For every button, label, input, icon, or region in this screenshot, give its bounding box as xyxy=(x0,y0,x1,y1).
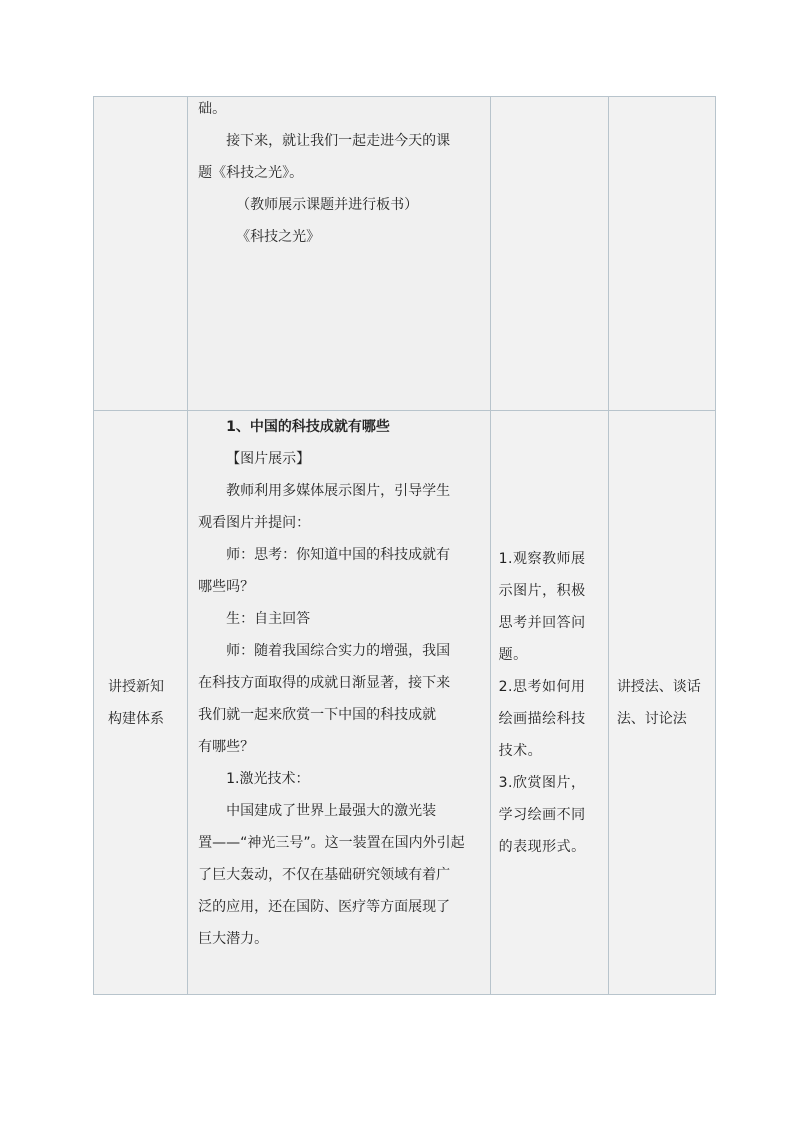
content-cell xyxy=(188,411,490,995)
content-line: 置——“神光三号”。这一装置在国内外引起 xyxy=(198,835,465,851)
stage-cell xyxy=(94,97,188,411)
activity-line: 示图片，积极 xyxy=(498,583,586,599)
content-line: 我们就一起来欣赏一下中国的科技成就 xyxy=(198,707,437,723)
activity-line: 的表现形式。 xyxy=(498,839,586,855)
content-line: 在科技方面取得的成就日渐显著，接下来 xyxy=(198,675,451,691)
table-row xyxy=(94,97,716,411)
content-line: 中国建成了世界上最强大的激光装 xyxy=(226,803,437,819)
activity-line: 学习绘画不同 xyxy=(498,807,586,823)
content-line: 【图片展示】 xyxy=(226,451,311,467)
activity-cell xyxy=(490,411,608,995)
content-line: 哪些吗？ xyxy=(198,579,255,595)
content-line: 础。 xyxy=(198,101,227,117)
activity-line: 绘画描绘科技 xyxy=(498,711,586,727)
table-row xyxy=(94,411,716,995)
content-line: 题《科技之光》。 xyxy=(198,165,304,181)
content-line: （教师展示课题并进行板书） xyxy=(236,197,419,213)
method-label: 法、讨论法 xyxy=(616,710,687,727)
activity-line: 3.欣赏图片， xyxy=(498,775,586,791)
content-line: 了巨大轰动，不仅在基础研究领域有着广 xyxy=(198,867,451,883)
content-line: 1.激光技术： xyxy=(226,771,310,787)
lesson-plan-table xyxy=(93,96,716,995)
content-line: 《科技之光》 xyxy=(236,229,321,245)
section-heading: 1、中国的科技成就有哪些 xyxy=(226,419,390,435)
content-line: 有哪些？ xyxy=(198,739,255,755)
content-line: 巨大潜力。 xyxy=(198,931,269,947)
stage-label: 讲授新知 xyxy=(108,678,164,695)
content-line: 泛的应用，还在国防、医疗等方面展现了 xyxy=(198,899,451,915)
activity-line: 思考并回答问 xyxy=(498,615,586,631)
method-cell xyxy=(608,411,715,995)
content-line: 接下来，就让我们一起走进今天的课 xyxy=(226,133,451,149)
activity-line: 1.观察教师展 xyxy=(498,551,586,567)
activity-line: 题。 xyxy=(498,647,528,663)
stage-cell xyxy=(94,411,188,995)
content-cell xyxy=(188,97,490,411)
content-line: 观看图片并提问： xyxy=(198,515,311,531)
stage-label: 构建体系 xyxy=(108,710,164,727)
activity-cell xyxy=(490,97,608,411)
activity-line: 2.思考如何用 xyxy=(498,679,586,695)
activity-line: 技术。 xyxy=(498,743,543,759)
content-line: 师：思考：你知道中国的科技成就有 xyxy=(226,547,451,563)
method-label: 讲授法、谈话 xyxy=(616,678,701,695)
content-line: 教师利用多媒体展示图片，引导学生 xyxy=(226,483,451,499)
content-line: 生：自主回答 xyxy=(226,611,311,627)
method-cell xyxy=(608,97,715,411)
content-line: 师：随着我国综合实力的增强，我国 xyxy=(226,643,451,659)
